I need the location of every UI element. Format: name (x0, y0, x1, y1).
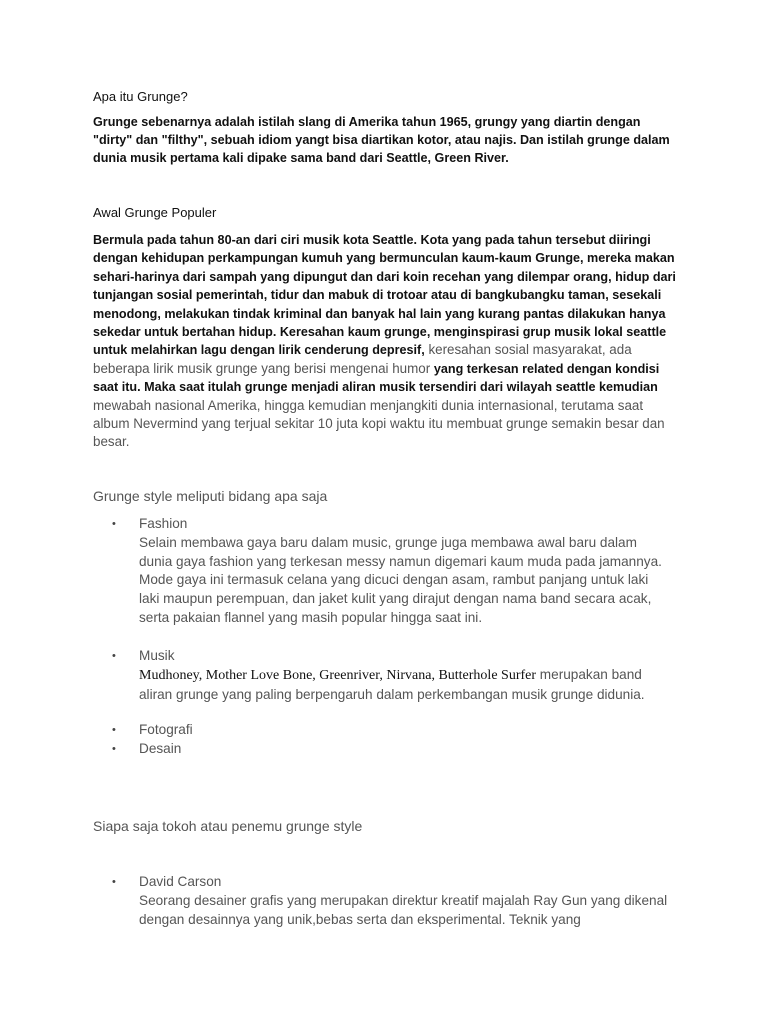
bullet-icon: • (112, 650, 116, 662)
list-item-body: Selain membawa gaya baru dalam music, grunge juga membawa awal baru dalam dunia gaya fashion yang terkesan messy namun digemari kaum muda pada jamannya. Mode gaya ini termasuk celana yang dicuci dengan asam, rambut panjang untuk laki laki maupun perempuan, dan jaket kulit yang dirajut dengan nama band secara acak, serta pakaian flannel yang masih popular hingga saat ini. (139, 534, 662, 625)
paragraph-apa-itu-grunge: Grunge sebenarnya adalah istilah slang di Amerika tahun 1965, grungy yang diartin dengan "dirty" dan "filthy", sebuah idiom yangt bisa diartikan kotor, atau najis. Dan istilah grunge dalam dunia musik pertama kali dipake sama band dari Seattle, Green River. (93, 115, 670, 165)
heading-tokoh-grunge: Siapa saja tokoh atau penemu grunge style (93, 818, 363, 834)
list-item-body-text: merupakan band aliran grunge yang paling berpengaruh dalam perkembangan musik grunge didunia. (139, 666, 645, 702)
heading-awal-grunge-populer: Awal Grunge Populer (93, 205, 217, 220)
list-item-title: Musik (139, 648, 175, 663)
list-item-fashion (112, 515, 672, 628)
list-item-david-carson (112, 873, 672, 929)
list-item-fotografi (112, 721, 672, 740)
paragraph-normal-part-2: mewabah nasional Amerika, hingga kemudian menjangkiti dunia internasional, terutama saat album Nevermind yang terjual sekitar 10 juta kopi waktu itu membuat grunge semakin besar dan besar. (93, 397, 665, 450)
list-item-title: David Carson (139, 874, 222, 889)
list-item-musik (112, 647, 672, 704)
paragraph-bold-part-2: yang terkesan related dengan kondisi saat itu. Maka saat itulah grunge menjadi aliran musik tersendiri dari wilayah seattle kemudian (93, 361, 660, 395)
bullet-icon: • (112, 743, 116, 755)
list-item-title: Fashion (139, 516, 188, 531)
list-item-title: Fotografi (139, 722, 193, 737)
paragraph-normal-part-1: keresahan sosial masyarakat, ada beberapa lirik musik grunge yang berisi mengenai humor (93, 342, 632, 376)
heading-apa-itu-grunge: Apa itu Grunge? (93, 89, 188, 104)
bullet-icon: • (112, 518, 116, 530)
bullet-icon: • (112, 876, 116, 888)
band-names: Mudhoney, Mother Love Bone, Greenriver, Nirvana, Butterhole Surfer (139, 667, 537, 683)
list-item-desain (112, 740, 672, 759)
paragraph-awal-grunge-populer (93, 231, 683, 452)
list-item-title: Desain (139, 741, 182, 756)
bullet-icon: • (112, 724, 116, 736)
paragraph-bold-part-1: Bermula pada tahun 80-an dari ciri musik kota Seattle. Kota yang pada tahun tersebut diiringi dengan kehidupan perkampungan kumuh yang bermunculan kaum-kaum Grunge, mereka makan sehari-harinya dari sampah yang dipungut dan dari koin recehan yang dilempar orang, hidup dari tunjangan sosial pemerintah, tidur dan mabuk di trotoar atau di bangkubangku taman, sesekali menodong, melakukan tindak kriminal dan banyak hal lain yang kurang pantas dilakukan hanya sekedar untuk bertahan hidup. Keresahan kaum grunge, menginspirasi grup musik lokal seattle untuk melahirkan lagu dengan lirik cenderung depresif, (93, 233, 676, 358)
list-item-body (139, 666, 672, 705)
heading-grunge-style-bidang: Grunge style meliputi bidang apa saja (93, 488, 328, 504)
list-item-body: Seorang desainer grafis yang merupakan direktur kreatif majalah Ray Gun yang dikenal dengan desainnya yang unik,bebas serta dan eksperimental. Teknik yang (139, 892, 668, 927)
